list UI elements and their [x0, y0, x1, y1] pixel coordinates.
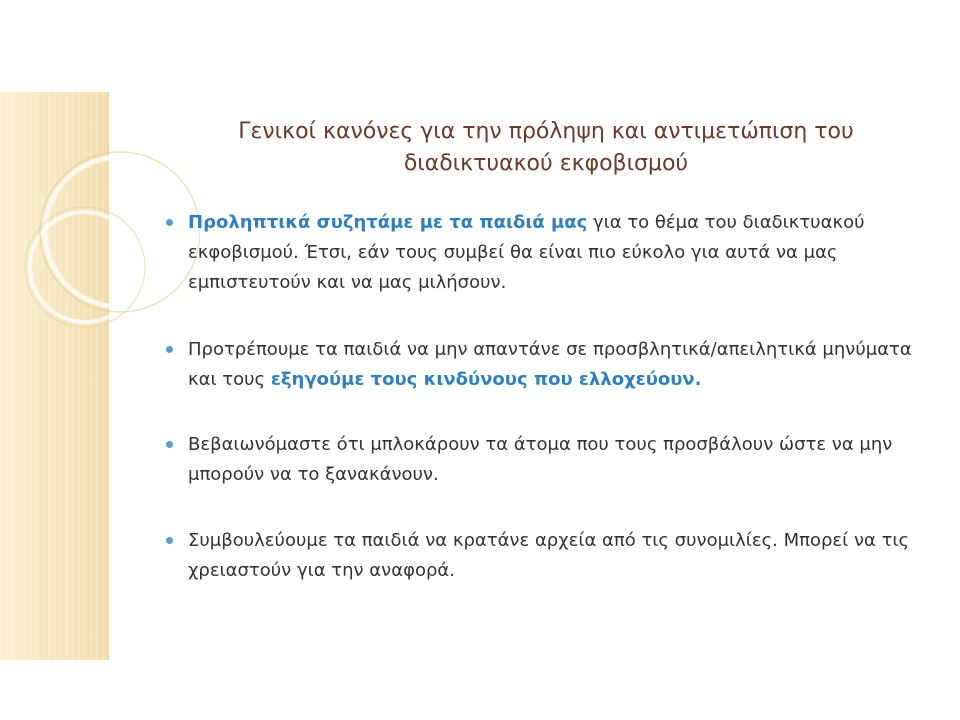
- bullet-item: [166, 526, 936, 586]
- bullet-text: Συμβουλεύουμε τα παιδιά να κρατάνε αρχεία από τις συνομιλίες. Μπορεί να τις χρειαστούν για την αναφορά.: [188, 530, 910, 581]
- bullet-dot-icon: [166, 537, 173, 544]
- bullet-highlight: Προληπτικά συζητάμε με τα παιδιά μας: [188, 212, 588, 233]
- bullet-list: [166, 208, 936, 586]
- bullet-dot-icon: [166, 219, 173, 226]
- bullet-dot-icon: [166, 346, 173, 353]
- bullet-item: [166, 430, 936, 490]
- bullet-item: [166, 335, 936, 395]
- bullet-text: Βεβαιωνόμαστε ότι μπλοκάρουν τα άτομα που τους προσβάλουν ώστε να μην μπορούν να το ξανακάνουν.: [188, 434, 893, 485]
- bullet-text: για το θέμα του διαδικτυακού εκφοβισμού. Έτσι, εάν τους συμβεί θα είναι πιο εύκολο για αυτά να μας εμπιστευτούν και να μας μιλήσουν.: [188, 212, 865, 293]
- slide-title: Γενικοί κανόνες για την πρόληψη και αντιμετώπιση του διαδικτυακού εκφοβισμού: [238, 119, 854, 176]
- bullet-highlight: εξηγούμε τους κινδύνους που ελλοχεύουν.: [270, 369, 702, 390]
- bullet-text: Προτρέπουμε τα παιδιά να μην απαντάνε σε προσβλητικά/απειλητικά μηνύματα και τους: [188, 339, 912, 390]
- bullet-dot-icon: [166, 441, 173, 448]
- bullet-item: [166, 208, 936, 298]
